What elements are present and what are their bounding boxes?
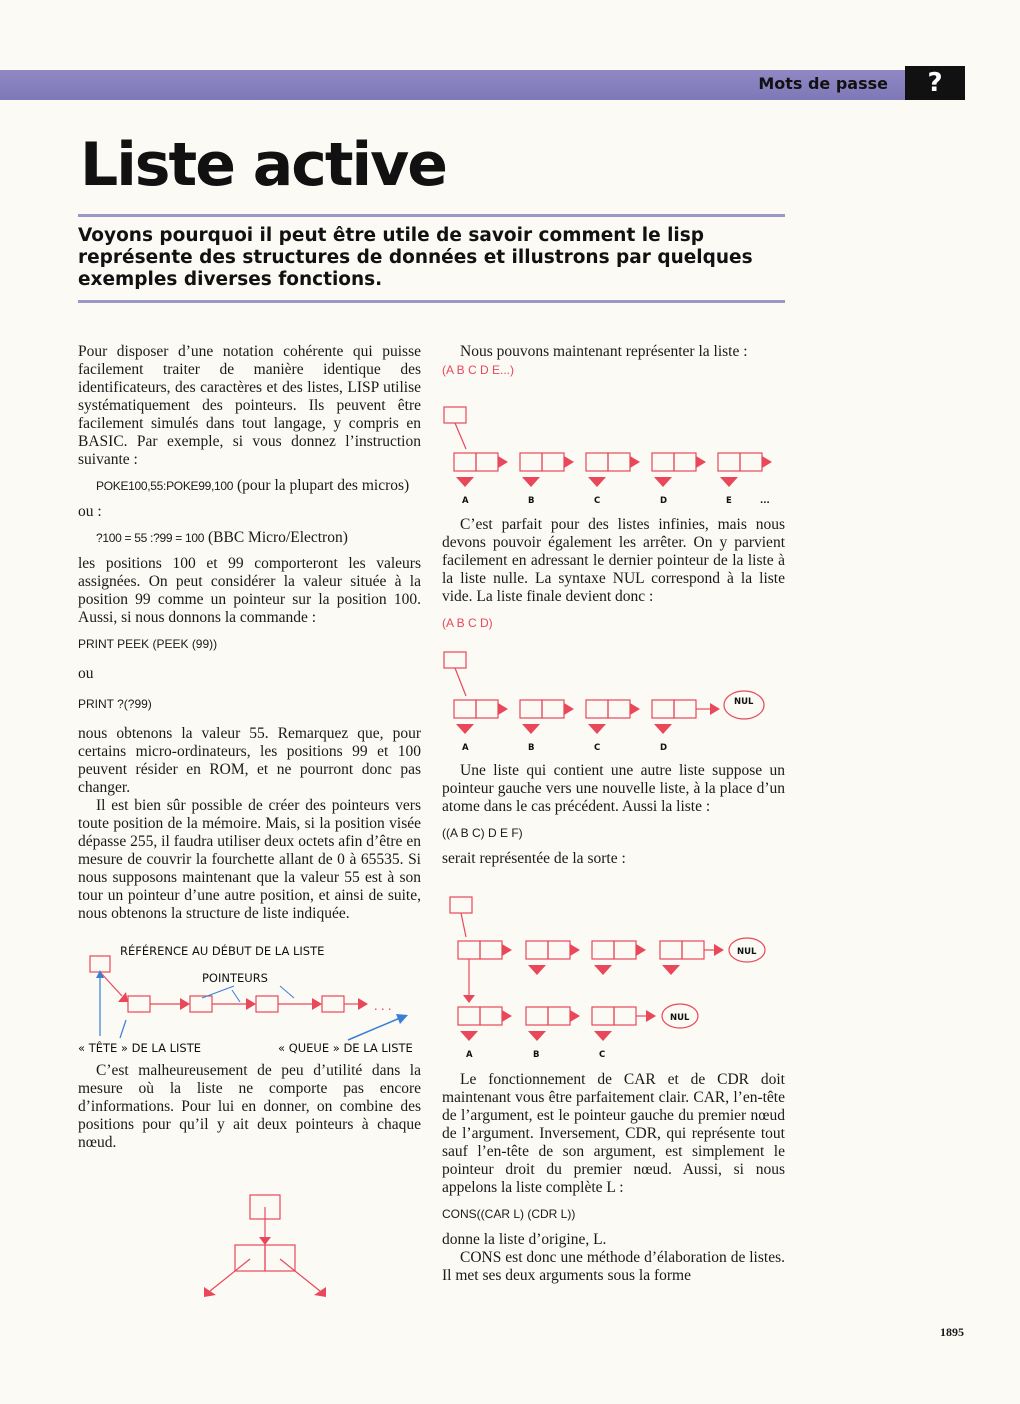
question-badge: ? <box>905 66 965 100</box>
list1-node-a-right <box>476 453 498 471</box>
code-line-1: POKE100,55:POKE99,100 (pour la plupart des micros) <box>96 477 410 494</box>
continuation-dots: . . . <box>374 999 392 1014</box>
node-1 <box>128 996 150 1012</box>
node-4 <box>322 996 344 1012</box>
code-line-3: PRINT PEEK (PEEK (99)) <box>78 637 218 651</box>
head-arrowhead <box>96 970 104 978</box>
list1-label-b: B <box>528 496 535 506</box>
list2-reference-line <box>455 668 466 696</box>
pointer-chain-diagram <box>78 940 438 1060</box>
left-pointer-arrowhead <box>204 1287 216 1297</box>
list2-down-d <box>654 724 672 734</box>
list2-node-a-right <box>476 700 498 718</box>
right-column-bottom <box>442 1071 785 1285</box>
list2-reference <box>444 652 466 668</box>
list2-arrow-c <box>630 703 640 715</box>
list1-reference <box>444 407 466 423</box>
list3-reference <box>450 897 472 913</box>
list1-down-a <box>456 477 474 487</box>
pointer-arrow-a <box>202 986 234 998</box>
outer-node-1-right <box>480 941 502 959</box>
list1-arrow-a <box>498 456 508 468</box>
outer-arrow-2 <box>570 944 580 956</box>
list1-label-ellipsis: ... <box>760 496 770 506</box>
left-paragraph-4: Il est bien sûr possible de créer des pointeurs vers toute position de la mémoire. Mais, si la position visée dépasse 255, il faudra utiliser deux octets afin d’être en mesure de couvrir la fourchette allant de 0 à 65535. Si nous supposons maintenant que la valeur 55 est à son tour un pointeur d’une autre position, et ainsi de suite, nous obtenons la structure de liste indiquée. <box>78 797 421 922</box>
right-paragraph-3: Une liste qui contient une autre liste suppose un pointeur gauche vers une nouvelle liste, à la place d’un atome dans le cas précédent. Aussi la liste : <box>442 762 785 815</box>
reference-pointer <box>100 972 122 996</box>
list3-label-a: A <box>466 1050 473 1060</box>
lead-paragraph: Voyons pourquoi il peut être utile de savoir comment le lisp représente des structures de données et illustrons par quelques exemples diverses fonctions. <box>78 225 753 290</box>
code-line-5: CONS((CAR L) (CDR L)) <box>442 1207 576 1221</box>
list1-down-e <box>720 477 738 487</box>
list1-node-d-left <box>652 453 674 471</box>
inner-down-a <box>460 1031 478 1041</box>
list2-arrow-nul <box>710 703 720 715</box>
list-notation-1: (A B C D E...) <box>442 363 515 377</box>
list2-node-b-right <box>542 700 564 718</box>
right-column-mid <box>442 516 785 632</box>
sublist-pointer-arrowhead <box>463 995 475 1003</box>
arrow-4 <box>358 998 368 1010</box>
outer-node-3-right <box>614 941 636 959</box>
outer-down-4 <box>662 965 680 975</box>
outer-node-1-left <box>458 941 480 959</box>
list1-down-b <box>522 477 540 487</box>
or-text-2: ou <box>78 665 94 682</box>
list-notation-2: (A B C D) <box>442 616 493 630</box>
list1-reference-line <box>455 423 466 449</box>
inner-down-c <box>594 1031 612 1041</box>
outer-down-3 <box>594 965 612 975</box>
right-paragraph-4: serait représentée de la sorte : <box>442 850 626 867</box>
list2-down-b <box>522 724 540 734</box>
right-pointer-line <box>280 1259 320 1291</box>
inner-node-c-left <box>592 1007 614 1025</box>
list1-node-c-right <box>608 453 630 471</box>
list1-label-d: D <box>660 496 668 506</box>
code-line-2: ?100 = 55 :?99 = 100 (BBC Micro/Electron) <box>96 529 348 546</box>
pointers-label: POINTEURS <box>202 971 268 985</box>
page-title: Liste active <box>80 130 446 200</box>
outer-node-4-left <box>660 941 682 959</box>
list1-label-e: E <box>726 496 732 506</box>
list3-label-b: B <box>533 1050 540 1060</box>
inner-node-a-left <box>458 1007 480 1025</box>
inner-arrow-b <box>570 1010 580 1022</box>
list2-arrow-a <box>498 703 508 715</box>
right-column-top <box>442 343 785 379</box>
nested-list-diagram <box>442 895 792 1065</box>
inner-node-a-right <box>480 1007 502 1025</box>
list1-node-c-left <box>586 453 608 471</box>
left-paragraph-2: les positions 100 et 99 comporteront les valeurs assignées. On peut considérer la valeur située à la position 99 comme un pointeur sur la position 100. Aussi, si nous donnons la commande : <box>78 555 421 626</box>
code-line-4: PRINT ?(?99) <box>78 697 152 711</box>
left-column-end <box>78 1062 421 1152</box>
list1-node-a-left <box>454 453 476 471</box>
page-number: 1895 <box>940 1325 964 1339</box>
list2-node-c-left <box>586 700 608 718</box>
list1-label-a: A <box>462 496 469 506</box>
list1-node-b-right <box>542 453 564 471</box>
right-column-mid2 <box>442 762 785 868</box>
inner-node-b-left <box>526 1007 548 1025</box>
right-pointer-arrowhead <box>314 1287 326 1297</box>
pointer-arrow-c <box>280 986 294 998</box>
list2-nul-label: NUL <box>734 697 754 707</box>
list2-label-c: C <box>594 743 601 753</box>
outer-node-4-right <box>682 941 704 959</box>
outer-node-2-left <box>526 941 548 959</box>
list2-node-c-right <box>608 700 630 718</box>
list2-label-a: A <box>462 743 469 753</box>
list2-label-b: B <box>528 743 535 753</box>
pointer-arrow-b <box>232 990 240 1002</box>
node-pointer-arrowhead <box>259 1237 271 1245</box>
list2-down-c <box>588 724 606 734</box>
rule-top <box>78 214 785 217</box>
list1-node-d-right <box>674 453 696 471</box>
list-diagram-abcde <box>442 405 792 505</box>
node-3 <box>256 996 278 1012</box>
right-paragraph-6: donne la liste d’origine, L. <box>442 1231 607 1248</box>
or-text-1: ou : <box>78 503 102 520</box>
inner-node-c-right <box>614 1007 636 1025</box>
tail-arrow <box>348 1018 400 1040</box>
list1-down-d <box>654 477 672 487</box>
node-2 <box>190 996 212 1012</box>
list1-arrow-c <box>630 456 640 468</box>
left-pointer-line <box>210 1259 250 1291</box>
outer-nul-label: NUL <box>737 947 757 957</box>
list1-node-e-left <box>718 453 740 471</box>
rule-bottom <box>78 300 785 303</box>
list-diagram-abcd <box>442 650 792 755</box>
list2-label-d: D <box>660 743 668 753</box>
right-paragraph-7: CONS est donc une méthode d’élaboration de listes. Il met ses deux arguments sous la forme <box>442 1249 785 1284</box>
list2-node-d-right <box>674 700 696 718</box>
outer-node-3-left <box>592 941 614 959</box>
head-arrow-2 <box>120 1020 126 1038</box>
double-pointer-node-diagram <box>200 1193 340 1303</box>
list3-reference-line <box>461 913 466 937</box>
outer-arrow-3 <box>636 944 646 956</box>
inner-down-b <box>528 1031 546 1041</box>
list1-nodes <box>454 453 772 487</box>
head-label: « TÊTE » DE LA LISTE <box>78 1041 201 1055</box>
left-paragraph-1: Pour disposer d’une notation cohérente qui puisse facilement traiter de manière identique des identificateurs, des caractères et des listes, LISP utilise systématiquement des pointeurs. Ils peuvent être facilement simulés dans tout langage, y compris en BASIC. Par exemple, si vous donnez l’instruction suivante : <box>78 343 421 468</box>
list2-node-b-left <box>520 700 542 718</box>
list3-label-c: C <box>599 1050 606 1060</box>
list1-arrow-d <box>696 456 706 468</box>
list-notation-3: ((A B C) D E F) <box>442 826 523 840</box>
ref-label: RÉFÉRENCE AU DÉBUT DE LA LISTE <box>120 944 325 958</box>
left-column <box>78 343 421 923</box>
outer-node-2-right <box>548 941 570 959</box>
left-paragraph-3: nous obtenons la valeur 55. Remarquez que, pour certains micro-ordinateurs, les positions 99 et 100 peuvent résider en ROM, et ne pourront donc pas changer. <box>78 725 421 796</box>
section-label: Mots de passe <box>758 74 888 93</box>
list1-label-c: C <box>594 496 601 506</box>
inner-node-b-right <box>548 1007 570 1025</box>
inner-arrow-a <box>502 1010 512 1022</box>
list1-arrow-e <box>762 456 772 468</box>
list1-down-c <box>588 477 606 487</box>
list1-node-b-left <box>520 453 542 471</box>
arrow-1 <box>180 998 190 1010</box>
right-paragraph-1: Nous pouvons maintenant représenter la liste : <box>460 343 748 360</box>
inner-nul-label: NUL <box>670 1013 690 1023</box>
arrow-2 <box>246 998 256 1010</box>
list2-node-a-left <box>454 700 476 718</box>
list1-arrow-b <box>564 456 574 468</box>
left-paragraph-5: C’est malheureusement de peu d’utilité dans la mesure où la liste ne comporte pas encore d’informations. Pour lui en donner, on combine des positions pour qu’il y ait deux pointeurs à chaque nœud. <box>78 1062 421 1151</box>
inner-arrow-nul <box>646 1010 656 1022</box>
arrow-3 <box>312 998 322 1010</box>
outer-down-2 <box>528 965 546 975</box>
list2-arrow-b <box>564 703 574 715</box>
outer-arrow-nul <box>714 944 724 956</box>
reference-cell <box>90 956 110 972</box>
tail-label: « QUEUE » DE LA LISTE <box>278 1041 413 1055</box>
outer-arrow-1 <box>502 944 512 956</box>
list2-down-a <box>456 724 474 734</box>
list2-node-d-left <box>652 700 674 718</box>
right-paragraph-5: Le fonctionnement de CAR et de CDR doit maintenant vous être parfaitement clair. CAR, l’en-tête de l’argument, est le pointeur gauche du premier nœud de l’argument. Inversement, CDR, qui représente tout sauf l’en-tête de son argument, est simplement le pointeur droit du premier nœud. Aussi, si nous appelons la liste complète L : <box>442 1071 785 1196</box>
list1-node-e-right <box>740 453 762 471</box>
right-paragraph-2: C’est parfait pour des listes infinies, mais nous devons pouvoir également les arrêter. On y parvient facilement en adressant le dernier pointeur de la liste à la liste nulle. La syntaxe NUL correspond à la liste vide. La liste finale devient donc : <box>442 516 785 605</box>
